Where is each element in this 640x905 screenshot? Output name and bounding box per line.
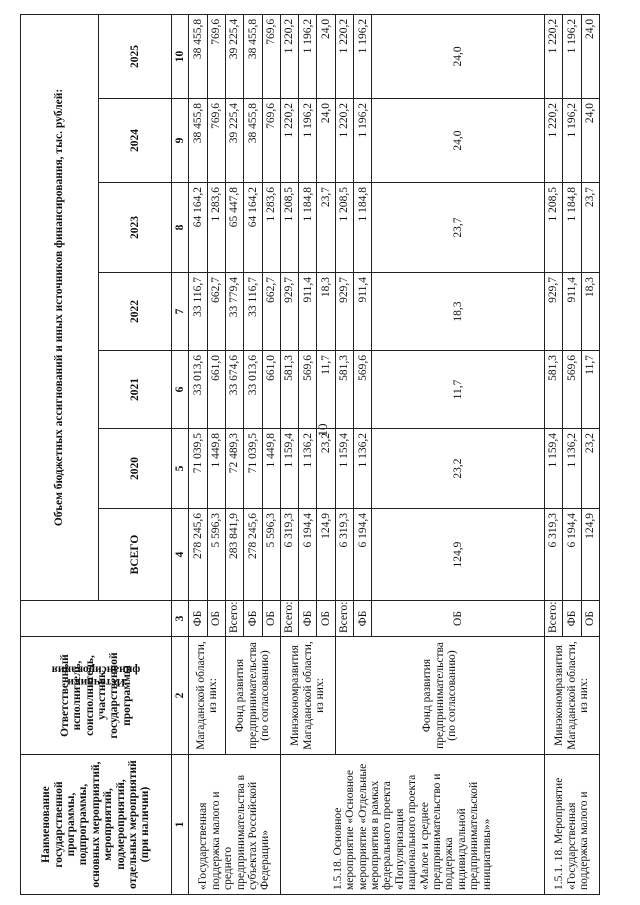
table-cell: 23,7 (317, 183, 335, 273)
header-row-1 (21, 14, 99, 894)
column-number: 2 (171, 637, 188, 755)
table-cell: 1 159,4 (280, 429, 298, 509)
table-cell: 1 184,8 (563, 183, 581, 273)
column-number-row (171, 14, 188, 894)
table-cell: 23,2 (317, 429, 335, 509)
table-cell: 929,7 (544, 273, 562, 351)
table-cell: 278 245,6 (189, 509, 207, 601)
row-source: ОБ (207, 601, 225, 637)
table-cell: 569,6 (563, 351, 581, 429)
row-source: Всего: (335, 601, 353, 637)
header-year: 2021 (98, 351, 171, 429)
table-cell: 929,7 (335, 273, 353, 351)
table-cell: 23,2 (581, 429, 599, 509)
row-source: ФБ (189, 601, 207, 637)
table-cell: 24,0 (372, 14, 545, 98)
header-year: 2024 (98, 99, 171, 183)
table-cell: 1 220,2 (544, 99, 562, 183)
table-cell: 661,0 (207, 351, 225, 429)
table-cell: 1 208,5 (335, 183, 353, 273)
row-organization: Фонд развития предпринимательства (по согласованию) (225, 637, 280, 755)
table-cell: 18,3 (372, 273, 545, 351)
table-cell: 23,7 (372, 183, 545, 273)
table-cell: 283 841,9 (225, 509, 243, 601)
row-name: «Государственная поддержка малого и среднего предпринимательства в субъектах Российской Федерации» (189, 755, 281, 895)
table-cell: 1 184,8 (299, 183, 317, 273)
table-cell: 1 283,6 (207, 183, 225, 273)
row-source: Всего: (280, 601, 298, 637)
row-organization: Минэкономразвития Магаданской области, из них: (280, 637, 335, 755)
header-year: 2023 (98, 183, 171, 273)
table-cell: 929,7 (280, 273, 298, 351)
row-source: ФБ (299, 601, 317, 637)
table-cell: 1 136,2 (563, 429, 581, 509)
table-cell: 911,4 (299, 273, 317, 351)
table-cell: 33 116,7 (189, 273, 207, 351)
table-cell: 23,2 (372, 429, 545, 509)
table-cell: 581,3 (335, 351, 353, 429)
table-cell: 1 184,8 (354, 183, 372, 273)
table-cell: 33 674,6 (225, 351, 243, 429)
table-cell: 72 489,3 (225, 429, 243, 509)
table-cell: 38 455,8 (244, 99, 262, 183)
table-cell: 1 196,2 (563, 14, 581, 98)
header-source: Источники финансирования (21, 601, 172, 637)
table-cell: 1 159,4 (544, 429, 562, 509)
table-cell: 581,3 (280, 351, 298, 429)
column-number: 5 (171, 429, 188, 509)
table-cell: 6 194,4 (563, 509, 581, 601)
table-cell: 65 447,8 (225, 183, 243, 273)
table-cell: 1 449,8 (262, 429, 280, 509)
table-cell: 662,7 (207, 273, 225, 351)
row-source: ОБ (262, 601, 280, 637)
table-cell: 124,9 (581, 509, 599, 601)
table-cell: 6 319,3 (335, 509, 353, 601)
table-cell: 1 136,2 (354, 429, 372, 509)
table-cell: 911,4 (563, 273, 581, 351)
row-name: 1.5.18. Основное мероприятие «Основное мероприятие «Отдельные мероприятия в рамках федерального проекта «Популяризация национального проекта «Малое и среднее предпринимательство и поддержка индивидуальной предпринимательской инициативы»» (280, 755, 544, 895)
table-cell: 1 196,2 (354, 14, 372, 98)
header-year: 2022 (98, 273, 171, 351)
column-number: 7 (171, 273, 188, 351)
table-cell: 39 225,4 (225, 14, 243, 98)
table-cell: 24,0 (581, 14, 599, 98)
table-cell: 64 164,2 (189, 183, 207, 273)
row-organization: Магаданской области, из них: (189, 637, 226, 755)
table-cell: 38 455,8 (189, 14, 207, 98)
table-row (189, 14, 207, 894)
table-cell: 1 220,2 (280, 99, 298, 183)
row-name: 1.5.1. 18. Мероприятие «Государственная поддержка малого и (544, 755, 599, 895)
table-cell: 38 455,8 (244, 14, 262, 98)
table-cell: 33 779,4 (225, 273, 243, 351)
table-cell: 124,9 (372, 509, 545, 601)
row-source: ОБ (581, 601, 599, 637)
row-source: ФБ (354, 601, 372, 637)
table-cell: 33 013,6 (244, 351, 262, 429)
table-cell: 24,0 (317, 14, 335, 98)
table-cell: 24,0 (317, 99, 335, 183)
column-number: 6 (171, 351, 188, 429)
table-cell: 569,6 (299, 351, 317, 429)
row-source: ОБ (317, 601, 335, 637)
table-cell: 1 196,2 (354, 99, 372, 183)
table-cell: 71 039,5 (244, 429, 262, 509)
table-cell: 6 194,4 (354, 509, 372, 601)
table-cell: 24,0 (372, 99, 545, 183)
table-cell: 33 013,6 (189, 351, 207, 429)
table-cell: 23,7 (581, 183, 599, 273)
header-name: Наименование государственной программы, подпрограммы, основных мероприятий, мероприятий, подмероприятий, отдельных мероприятий (при наличии) (21, 755, 172, 895)
table-cell: 5 596,3 (207, 509, 225, 601)
table-cell: 5 596,3 (262, 509, 280, 601)
table-cell: 769,6 (262, 99, 280, 183)
table-cell: 911,4 (354, 273, 372, 351)
table-cell: 1 196,2 (299, 14, 317, 98)
table-cell: 1 136,2 (299, 429, 317, 509)
table-cell: 1 208,5 (280, 183, 298, 273)
header-volume: Объем бюджетных ассигнований и иных источников финансирования, тыс. рублей: (21, 14, 99, 600)
table-cell: 278 245,6 (244, 509, 262, 601)
table-cell: 1 196,2 (563, 99, 581, 183)
table-cell: 1 220,2 (544, 14, 562, 98)
row-source: ФБ (563, 601, 581, 637)
table-cell: 769,6 (207, 99, 225, 183)
row-source: ОБ (372, 601, 545, 637)
row-source: Всего: (544, 601, 562, 637)
table-cell: 11,7 (581, 351, 599, 429)
header-year: 2020 (98, 429, 171, 509)
table-cell: 581,3 (544, 351, 562, 429)
table-cell: 11,7 (317, 351, 335, 429)
table-cell: 64 164,2 (244, 183, 262, 273)
table-cell: 569,6 (354, 351, 372, 429)
header-total: ВСЕГО (98, 509, 171, 601)
table-cell: 1 220,2 (335, 99, 353, 183)
table-cell: 6 319,3 (280, 509, 298, 601)
table-cell: 1 220,2 (280, 14, 298, 98)
table-cell: 1 196,2 (299, 99, 317, 183)
column-number: 1 (171, 755, 188, 895)
table-cell: 1 283,6 (262, 183, 280, 273)
table-cell: 11,7 (372, 351, 545, 429)
column-number: 3 (171, 601, 188, 637)
table-cell: 33 116,7 (244, 273, 262, 351)
table-cell: 71 039,5 (189, 429, 207, 509)
column-number: 10 (171, 14, 188, 98)
table-cell: 769,6 (262, 14, 280, 98)
table-row (280, 14, 298, 894)
column-number: 4 (171, 509, 188, 601)
header-year: 2025 (98, 14, 171, 98)
table-cell: 1 220,2 (335, 14, 353, 98)
table-cell: 38 455,8 (189, 99, 207, 183)
column-number: 9 (171, 99, 188, 183)
table-cell: 18,3 (317, 273, 335, 351)
table-cell: 1 159,4 (335, 429, 353, 509)
financing-table (20, 14, 600, 895)
column-number: 8 (171, 183, 188, 273)
row-source: ФБ (244, 601, 262, 637)
table-cell: 1 449,8 (207, 429, 225, 509)
table-cell: 24,0 (581, 99, 599, 183)
row-organization: Фонд развития предпринимательства (по согласованию) (335, 637, 544, 755)
table-cell: 39 225,4 (225, 99, 243, 183)
table-cell: 662,7 (262, 273, 280, 351)
table-cell: 661,0 (262, 351, 280, 429)
table-cell: 124,9 (317, 509, 335, 601)
page-number: 10 (315, 423, 330, 437)
header-responsible: Ответственный исполнитель, соисполнитель, участник государственной программы (21, 637, 172, 755)
table-cell: 18,3 (581, 273, 599, 351)
table-row (544, 14, 562, 894)
table-cell: 6 319,3 (544, 509, 562, 601)
row-organization: Минэкономразвития Магаданской области, из них: (544, 637, 599, 755)
table-cell: 1 208,5 (544, 183, 562, 273)
table-cell: 6 194,4 (299, 509, 317, 601)
rotated-table-wrapper (20, 15, 600, 895)
table-cell: 769,6 (207, 14, 225, 98)
row-source: Всего: (225, 601, 243, 637)
